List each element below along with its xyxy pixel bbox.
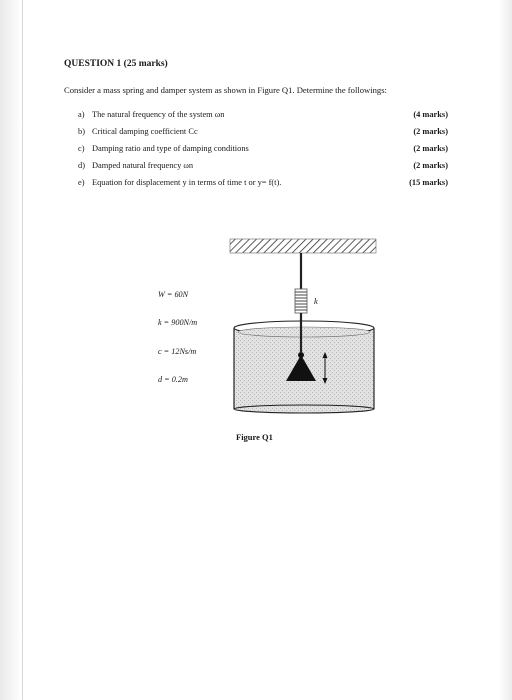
- question-item-a: a) The natural frequency of the system ωn (4 marks): [78, 110, 448, 119]
- spring-icon: [295, 289, 307, 313]
- displacement-arrow-icon: [323, 352, 328, 384]
- spring-label: k: [314, 296, 318, 306]
- page-shadow-left: [0, 0, 22, 700]
- question-item-b: b) Critical damping coefficient Cc (2 marks): [78, 127, 448, 136]
- param-damping: c = 12Ns/m: [158, 347, 197, 356]
- page-shadow-right: [498, 0, 512, 700]
- question-item-c: c) Damping ratio and type of damping conditions (2 marks): [78, 144, 448, 153]
- question-title: QUESTION 1 (25 marks): [64, 59, 168, 69]
- ceiling-support: [230, 239, 376, 253]
- param-stiffness: k = 900N/m: [158, 318, 198, 327]
- figure-caption: Figure Q1: [236, 432, 273, 442]
- question-item-d: d) Damped natural frequency ωn (2 marks): [78, 161, 448, 170]
- page-edge-line: [22, 0, 23, 700]
- question-list: [78, 110, 448, 195]
- param-displacement: d = 0.2m: [158, 375, 188, 384]
- damper-tank: [234, 321, 374, 413]
- param-weight: W = 60N: [158, 290, 189, 299]
- question-item-e: e) Equation for displacement y in terms of time t or y= f(t). (15 marks): [78, 178, 448, 187]
- question-intro: Consider a mass spring and damper system as shown in Figure Q1. Determine the followings:: [64, 85, 387, 95]
- mass-icon: [286, 352, 316, 381]
